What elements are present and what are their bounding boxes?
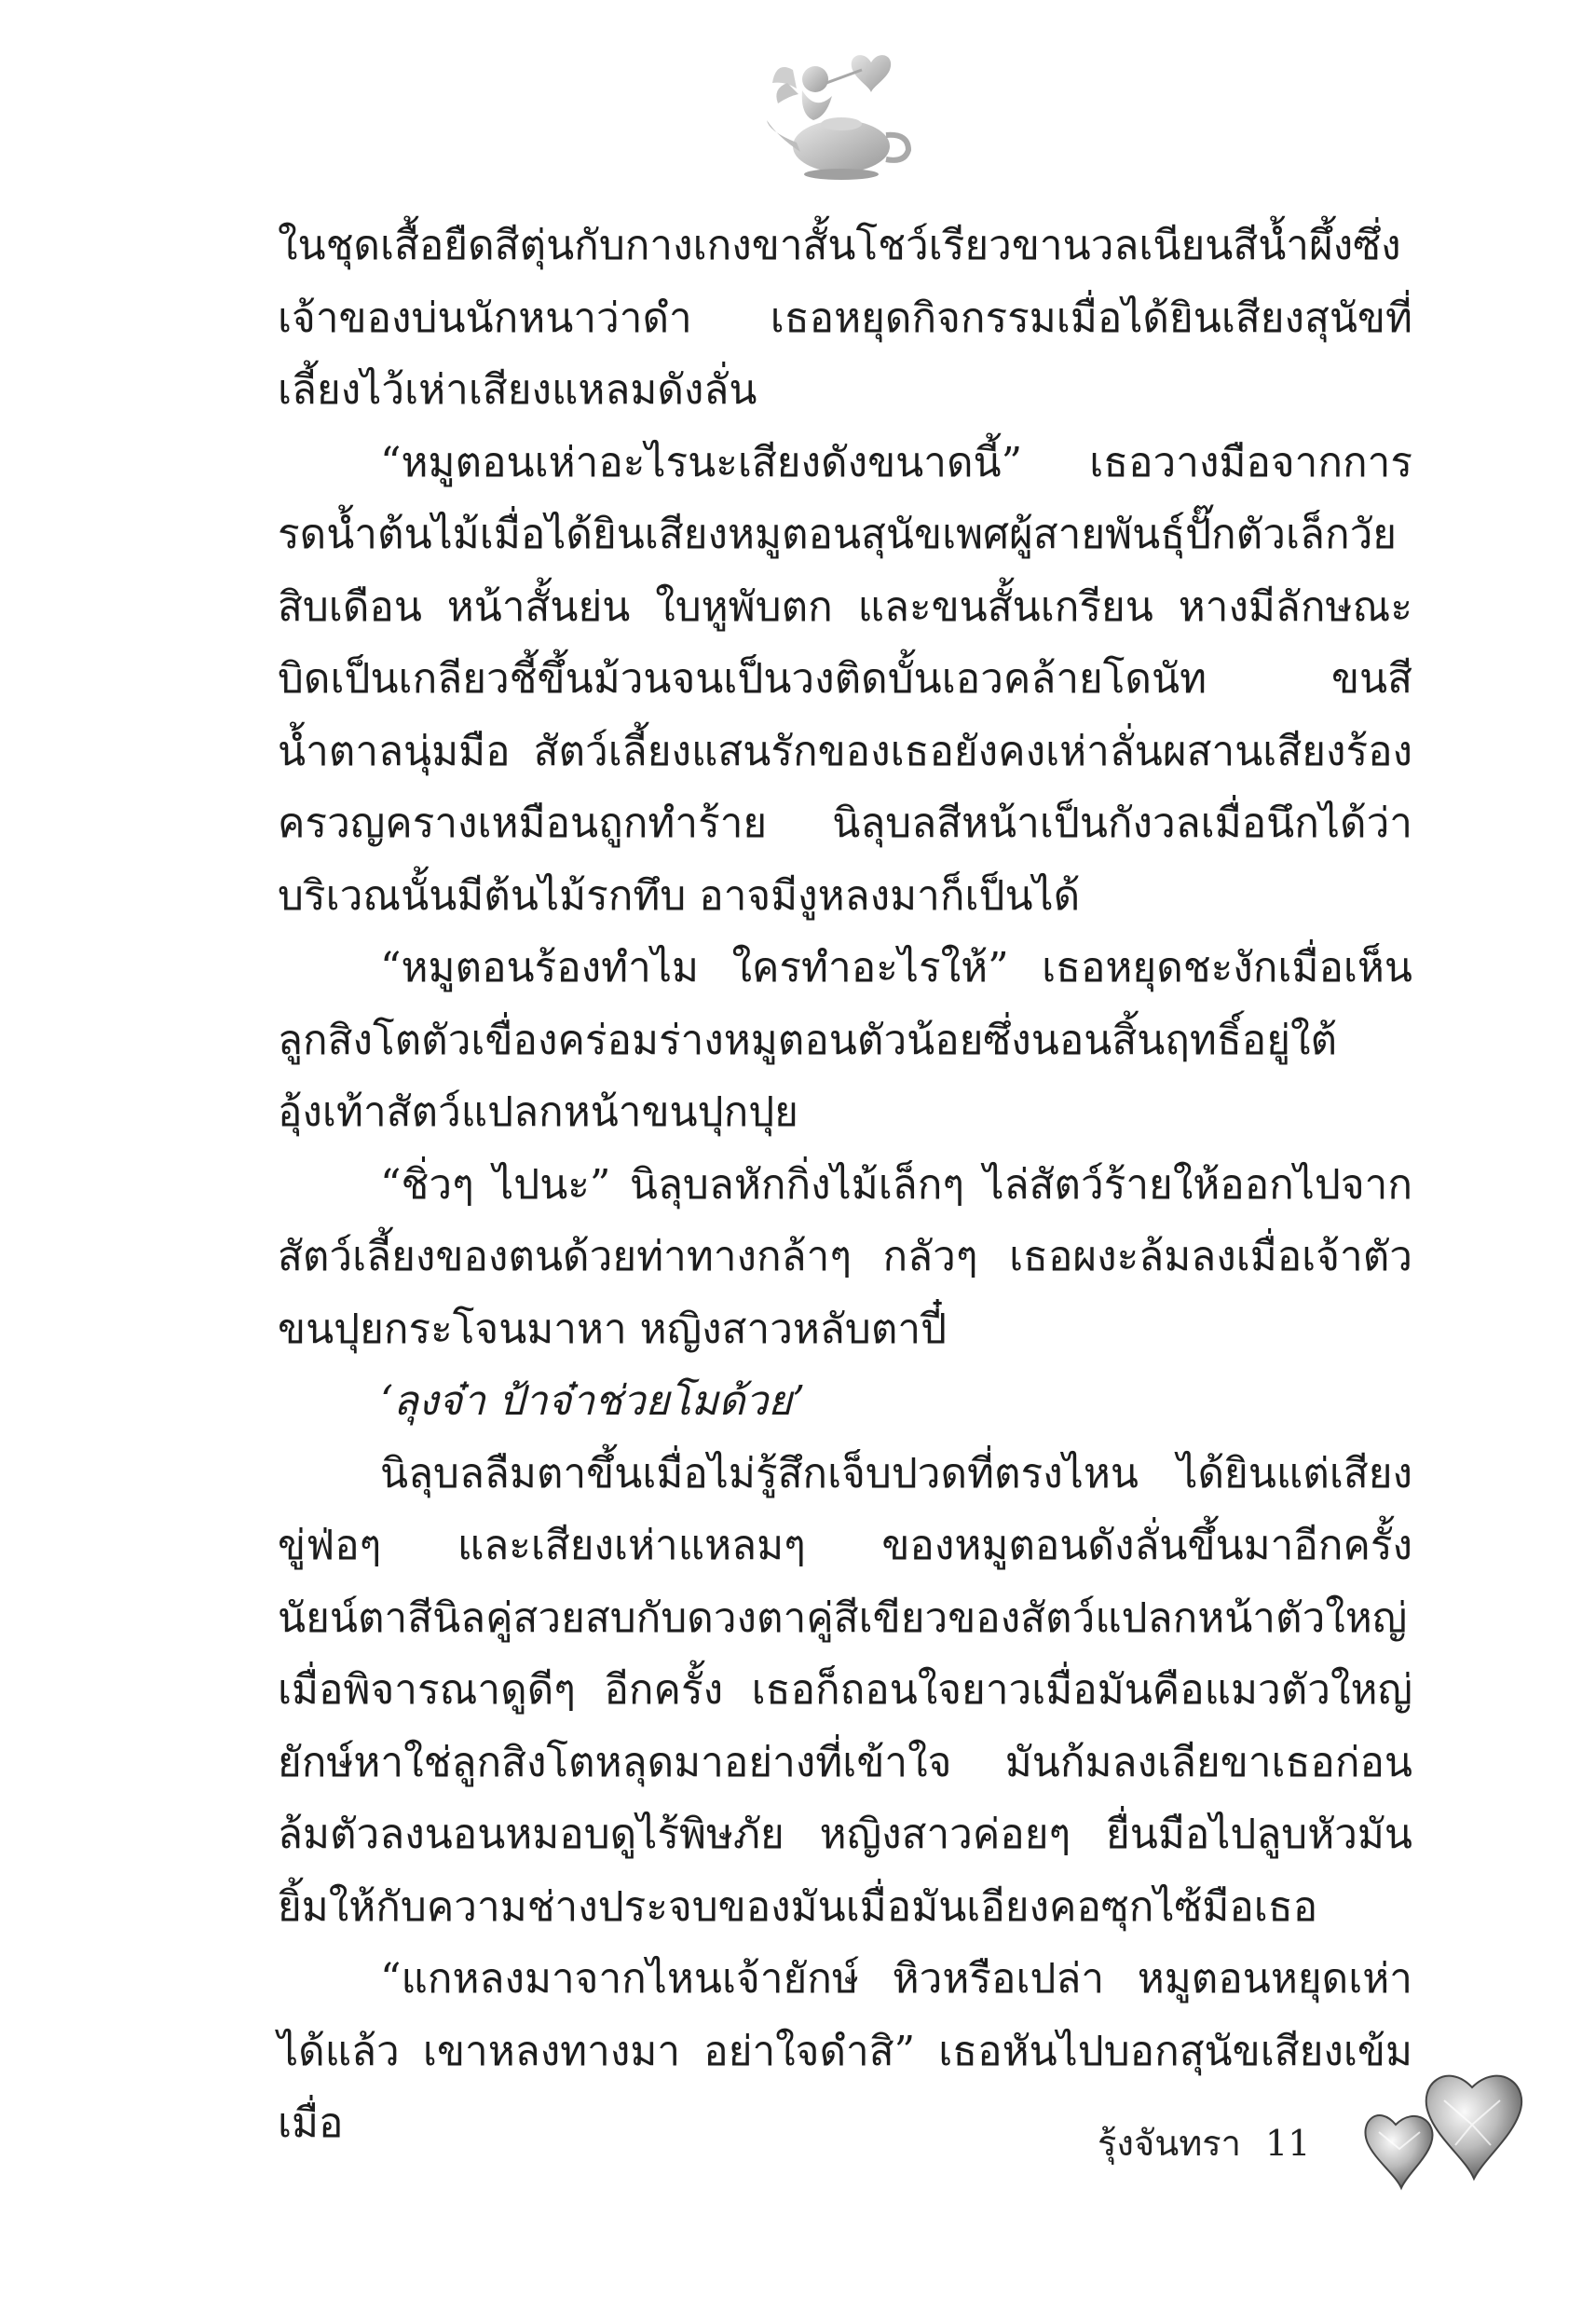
diamond-hearts-icon (1358, 2059, 1535, 2208)
paragraph-3: “หมูตอนร้องทำไม ใครทำอะไรให้” เธอหยุดชะงักเมื่อเห็นลูกสิงโตตัวเขื่องคร่อมร่างหมูตอนตัวน้อยซึ่งนอนสิ้นฤทธิ์อยู่ใต้อุ้งเท้าสัตว์แปลกหน้าขนปุกปุย (278, 944, 1412, 1136)
paragraph-4: “ชิ่วๆ ไปนะ” นิลุบลหักกิ่งไม้เล็กๆ ไล่สัตว์ร้ายให้ออกไปจากสัตว์เลี้ยงของตนด้วยท่าทางกล้าๆ กลัวๆ เธอผงะล้มลงเมื่อเจ้าตัวขนปุยกระโจนมาหา หญิงสาวหลับตาปี๋ (278, 1160, 1412, 1353)
paragraph-1: ในชุดเสื้อยืดสีตุ่นกับกางเกงขาสั้นโชว์เรียวขานวลเนียนสีน้ำผึ้งซึ่งเจ้าของบ่นนักหนาว่าดำ เธอหยุดกิจกรรมเมื่อได้ยินเสียงสุนัขที่เลี้ยงไว้เห่าเสียงแหลมดังลั่น (278, 222, 1412, 414)
paragraph-7: “แกหลงมาจากไหนเจ้ายักษ์ หิวหรือเปล่า หมูตอนหยุดเห่าได้แล้ว เขาหลงทางมา อย่าใจดำสิ” เธอหันไปบอกสุนัขเสียงเข้มเมื่อ (278, 1955, 1412, 2147)
book-title: รุ้งจันทรา (1098, 2123, 1242, 2164)
paragraph-5-italic: ‘ลุงจ๋า ป้าจ๋าช่วยโมด้วย’ (380, 1377, 806, 1425)
cupid-teapot-ornament-icon (759, 42, 918, 191)
page-number: 11 (1265, 2123, 1311, 2164)
body-text (278, 210, 1412, 2160)
page-footer (1098, 2120, 1310, 2167)
paragraph-2: “หมูตอนเห่าอะไรนะเสียงดังขนาดนี้” เธอวางมือจากการรดน้ำต้นไม้เมื่อได้ยินเสียงหมูตอนสุนัขเพศผู้สายพันธุ์ปั๊กตัวเล็กวัยสิบเดือน หน้าสั้นย่น ใบหูพับตก และขนสั้นเกรียน หางมีลักษณะบิดเป็นเกลียวชี้ขึ้นม้วนจนเป็นวงติดบั้นเอวคล้ายโดนัท ขนสีน้ำตาลนุ่มมือ สัตว์เลี้ยงแสนรักของเธอยังคงเห่าลั่นผสานเสียงร้องครวญครางเหมือนถูกทำร้าย นิลุบลสีหน้าเป็นกังวลเมื่อนึกได้ว่าบริเวณนั้นมีต้นไม้รกทึบ อาจมีงูหลงมาก็เป็นได้ (278, 438, 1412, 920)
paragraph-6: นิลุบลลืมตาขึ้นเมื่อไม่รู้สึกเจ็บปวดที่ตรงไหน ได้ยินแต่เสียงขู่ฟ่อๆ และเสียงเห่าแหลมๆ ของหมูตอนดังลั่นขึ้นมาอีกครั้ง นัยน์ตาสีนิลคู่สวยสบกับดวงตาคู่สีเขียวของสัตว์แปลกหน้าตัวใหญ่ เมื่อพิจารณาดูดีๆ อีกครั้ง เธอก็ถอนใจยาวเมื่อมันคือแมวตัวใหญ่ยักษ์หาใช่ลูกสิงโตหลุดมาอย่างที่เข้าใจ มันก้มลงเลียขาเธอก่อนล้มตัวลงนอนหมอบดูไร้พิษภัย หญิงสาวค่อยๆ ยื่นมือไปลูบหัวมัน ยิ้มให้กับความช่างประจบของมันเมื่อมันเอียงคอซุกไซ้มือเธอ (278, 1449, 1412, 1931)
